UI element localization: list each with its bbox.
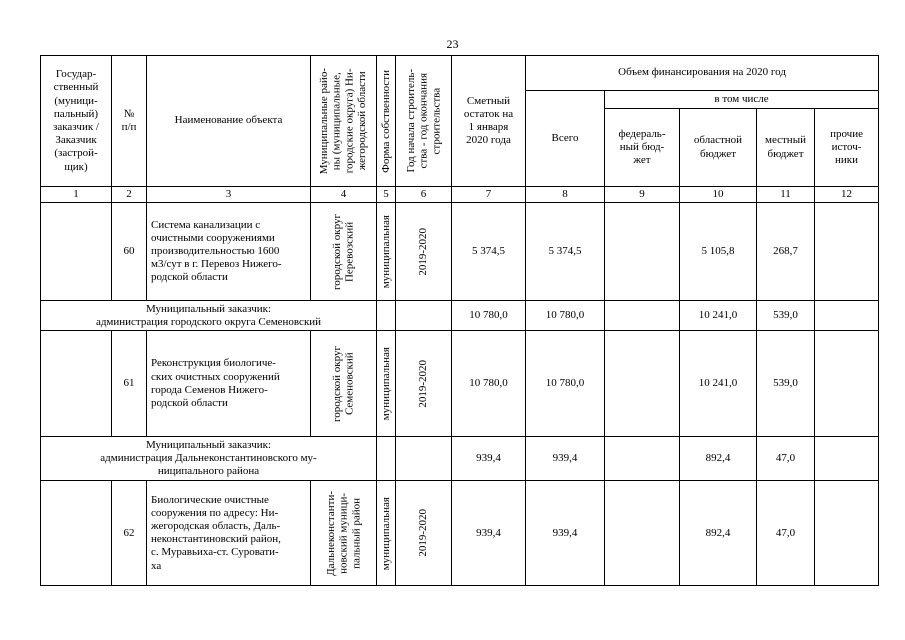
column-numbers-row (41, 187, 879, 203)
other-value (815, 203, 879, 301)
col-number: 4 (311, 187, 377, 203)
object-name: Система канализации с очистными сооружениями производительностью 1600 м3/сут в г. Перевоз Нижего- родской области (147, 203, 311, 301)
empty-cell (377, 301, 396, 331)
object-ownership: муниципальная (377, 203, 396, 301)
object-ownership: муниципальная (377, 331, 396, 437)
page-number: 23 (446, 37, 459, 51)
other-value (815, 437, 879, 481)
estimate-value: 10 780,0 (452, 331, 526, 437)
local-value: 47,0 (757, 437, 815, 481)
object-row (41, 331, 879, 437)
total-value: 939,4 (526, 481, 605, 586)
header-years: Год начала строитель- ства - год окончания строительства (396, 56, 452, 187)
object-years: 2019-2020 (396, 481, 452, 586)
object-years: 2019-2020 (396, 331, 452, 437)
federal-value (605, 301, 680, 331)
object-name: Реконструкция биологиче- ских очистных сооружений города Семенов Нижего- родской области (147, 331, 311, 437)
header-regional: областной бюджет (680, 109, 757, 187)
header-other: прочие источ- ники (815, 109, 879, 187)
col-number: 7 (452, 187, 526, 203)
col-number: 6 (396, 187, 452, 203)
empty-cell (377, 437, 396, 481)
header-npp: № п/п (112, 56, 147, 187)
customer-row (41, 437, 879, 481)
header-row-1 (41, 56, 879, 91)
estimate-value: 10 780,0 (452, 301, 526, 331)
regional-value: 892,4 (680, 481, 757, 586)
regional-value: 10 241,0 (680, 331, 757, 437)
customer-cell (41, 481, 112, 586)
regional-value: 10 241,0 (680, 301, 757, 331)
federal-value (605, 481, 680, 586)
empty-cell (396, 437, 452, 481)
local-value: 47,0 (757, 481, 815, 586)
header-district: Муниципальные райо- ны (муниципальные, городские округа) Ни- жегородской области (311, 56, 377, 187)
object-district: городской округ Семеновский (311, 331, 377, 437)
customer-name: Муниципальный заказчик: администрация Дальнеконстантиновского му- ниципального района (41, 437, 377, 481)
col-number: 9 (605, 187, 680, 203)
other-value (815, 481, 879, 586)
federal-value (605, 437, 680, 481)
col-number: 2 (112, 187, 147, 203)
financing-table (40, 55, 879, 586)
total-value: 5 374,5 (526, 203, 605, 301)
header-customer: Государ- ственный (муници- пальный) заказчик / Заказчик (застрой- щик) (41, 56, 112, 187)
estimate-value: 939,4 (452, 481, 526, 586)
local-value: 539,0 (757, 331, 815, 437)
customer-row (41, 301, 879, 331)
total-value: 10 780,0 (526, 301, 605, 331)
customer-cell (41, 331, 112, 437)
col-number: 11 (757, 187, 815, 203)
header-financing: Объем финансирования на 2020 год (526, 56, 879, 91)
col-number: 1 (41, 187, 112, 203)
estimate-value: 939,4 (452, 437, 526, 481)
object-years: 2019-2020 (396, 203, 452, 301)
regional-value: 892,4 (680, 437, 757, 481)
header-including: в том числе (605, 91, 879, 109)
federal-value (605, 203, 680, 301)
regional-value: 5 105,8 (680, 203, 757, 301)
total-value: 939,4 (526, 437, 605, 481)
object-number: 61 (112, 331, 147, 437)
col-number: 8 (526, 187, 605, 203)
customer-name: Муниципальный заказчик: администрация городского округа Семеновский (41, 301, 377, 331)
object-row (41, 203, 879, 301)
col-number: 12 (815, 187, 879, 203)
object-district: городской округ Перевозский (311, 203, 377, 301)
object-number: 62 (112, 481, 147, 586)
total-value: 10 780,0 (526, 331, 605, 437)
customer-cell (41, 203, 112, 301)
header-ownership: Форма собственности (377, 56, 396, 187)
header-federal: федераль- ный бюд- жет (605, 109, 680, 187)
object-district: Дальнеконстанти- новский муници- пальный район (311, 481, 377, 586)
object-row (41, 481, 879, 586)
object-name: Биологические очистные сооружения по адресу: Ни- жегородская область, Даль- неконстантиновский район, с. Муравьиха-ст. Суровати- ха (147, 481, 311, 586)
header-local: местный бюджет (757, 109, 815, 187)
other-value (815, 331, 879, 437)
federal-value (605, 331, 680, 437)
header-object-name: Наименование объекта (147, 56, 311, 187)
other-value (815, 301, 879, 331)
object-number: 60 (112, 203, 147, 301)
estimate-value: 5 374,5 (452, 203, 526, 301)
object-ownership: муниципальная (377, 481, 396, 586)
empty-cell (396, 301, 452, 331)
col-number: 10 (680, 187, 757, 203)
col-number: 3 (147, 187, 311, 203)
local-value: 268,7 (757, 203, 815, 301)
col-number: 5 (377, 187, 396, 203)
header-total: Всего (526, 91, 605, 187)
header-estimate: Сметный остаток на 1 января 2020 года (452, 56, 526, 187)
local-value: 539,0 (757, 301, 815, 331)
